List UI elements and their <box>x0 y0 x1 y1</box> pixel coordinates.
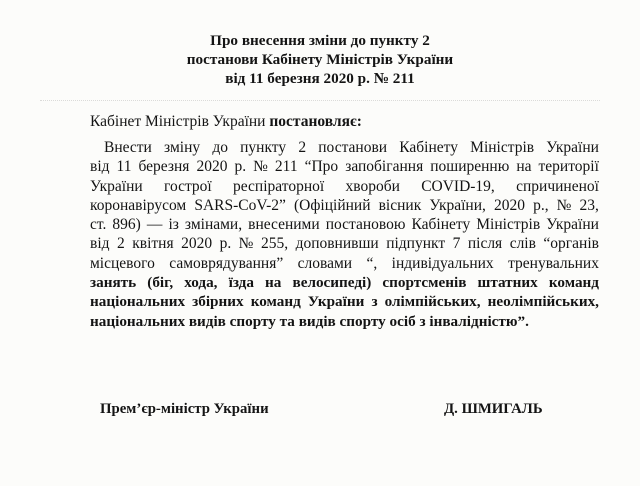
body-word: запобігання <box>345 158 424 176</box>
body-word: респіраторної <box>233 177 325 195</box>
body-word: № <box>238 235 254 253</box>
body-word: команд <box>250 293 301 311</box>
body-word: України <box>546 216 599 234</box>
body-word: Кабінету <box>399 139 458 156</box>
body-word: після <box>467 235 503 253</box>
preamble-verb: постановляє: <box>269 113 362 130</box>
body-word: підпункт <box>386 235 446 253</box>
title-line-3: від 11 березня 2020 р. № 211 <box>225 70 415 87</box>
body-word: № <box>253 158 268 176</box>
body-word: України <box>307 293 365 311</box>
body-word: занять <box>90 274 137 292</box>
body-word: 23, <box>579 196 599 214</box>
body-word: Міністрів <box>470 139 535 156</box>
body-word: 2 <box>117 235 125 253</box>
body-word: збірних <box>192 293 244 311</box>
body-word: штатних <box>477 274 538 292</box>
body-word: із <box>168 216 179 234</box>
body-word: Міністрів <box>476 216 541 234</box>
body-word: України <box>90 177 143 195</box>
body-word: коронавірусом <box>90 196 187 214</box>
body-word: 7 <box>452 235 461 253</box>
body-word: “органів <box>543 235 599 253</box>
preamble <box>90 112 362 131</box>
body-word: “, <box>366 254 378 272</box>
body-word: команд <box>548 274 599 292</box>
body-line <box>90 177 599 196</box>
body-word: 2 <box>298 139 307 156</box>
body-line <box>90 312 599 331</box>
body-word: 11 <box>116 158 132 176</box>
body-word: змінами, <box>184 216 243 234</box>
body-word: гострої <box>163 177 212 195</box>
body-word: 2020 <box>493 196 525 214</box>
body-line <box>90 196 599 215</box>
body-line <box>90 215 599 234</box>
body-word: (Офіційний <box>294 196 371 214</box>
body-word: вісник <box>378 196 422 214</box>
body-word: національних видів спорту та видів спорту осіб з інвалідністю”. <box>90 312 529 330</box>
body-word: місцевого <box>90 254 155 272</box>
body-word: від <box>90 158 110 176</box>
body-word: ст. <box>90 216 107 234</box>
body-word: доповнивши <box>295 235 379 253</box>
body-word: 211 <box>274 158 298 176</box>
body-word: березня <box>138 158 190 176</box>
body-word: 2020 <box>181 235 213 253</box>
body-word: з <box>371 293 378 311</box>
body-line <box>90 138 599 157</box>
body-word: (біг, <box>147 274 174 292</box>
body-word: “Про <box>304 158 339 176</box>
document-title <box>0 31 640 88</box>
document-body <box>90 138 599 331</box>
body-word: COVID-19, <box>421 177 495 195</box>
body-word: 255, <box>260 235 289 253</box>
body-line <box>90 292 599 311</box>
body-word: р. <box>234 158 247 176</box>
body-word: р. <box>219 235 232 253</box>
body-word: — <box>146 216 163 234</box>
signatory-name: Д. ШМИГАЛЬ <box>444 401 543 417</box>
body-word: поширенню <box>430 158 510 176</box>
body-word: хода, <box>184 274 218 292</box>
body-word: Внести <box>104 139 152 156</box>
body-line <box>90 273 599 292</box>
body-word: Кабінету <box>411 216 471 234</box>
body-word: словами <box>297 254 353 272</box>
preamble-text: Кабінет Міністрів України <box>90 113 270 130</box>
body-word: неолімпійських, <box>487 293 599 311</box>
body-word: на <box>516 158 532 176</box>
body-word: спортсменів <box>382 274 467 292</box>
body-word: України, <box>429 196 486 214</box>
body-word: території <box>538 158 599 176</box>
body-word: олімпійських, <box>384 293 481 311</box>
body-word: до <box>212 139 228 156</box>
body-line <box>90 254 599 273</box>
body-word: їзда <box>228 274 254 292</box>
body-word: на <box>265 274 282 292</box>
scan-artifact-line <box>40 100 600 102</box>
body-line <box>90 157 599 176</box>
body-word: SARS-CoV-2” <box>194 196 286 214</box>
body-word: від <box>90 235 110 253</box>
body-word: хвороби <box>345 177 400 195</box>
body-word: постановою <box>325 216 406 234</box>
body-word: індивідуальних <box>391 254 494 272</box>
body-word: тренувальних <box>508 254 599 272</box>
body-word: внесеними <box>248 216 320 234</box>
body-word: р., <box>533 196 549 214</box>
body-word: № <box>556 196 572 214</box>
title-line-2: постанови Кабінету Міністрів України <box>186 51 454 68</box>
body-line <box>90 234 599 253</box>
body-word: квітня <box>132 235 174 253</box>
body-word: пункту <box>240 139 287 156</box>
body-word: постанови <box>318 139 388 156</box>
body-word: України <box>546 139 599 156</box>
signatory-position: Прем’єр-міністр України <box>100 401 269 417</box>
body-word: самоврядування” <box>169 254 284 272</box>
body-word: 896) <box>112 216 141 234</box>
body-word: велосипеді) <box>292 274 372 292</box>
body-word: слів <box>509 235 536 253</box>
body-word: національних <box>90 293 186 311</box>
body-word: зміну <box>164 139 201 156</box>
body-word: 2020 <box>196 158 228 176</box>
title-line-1: Про внесення зміни до пункту 2 <box>210 32 430 49</box>
body-word: спричиненої <box>516 177 599 195</box>
